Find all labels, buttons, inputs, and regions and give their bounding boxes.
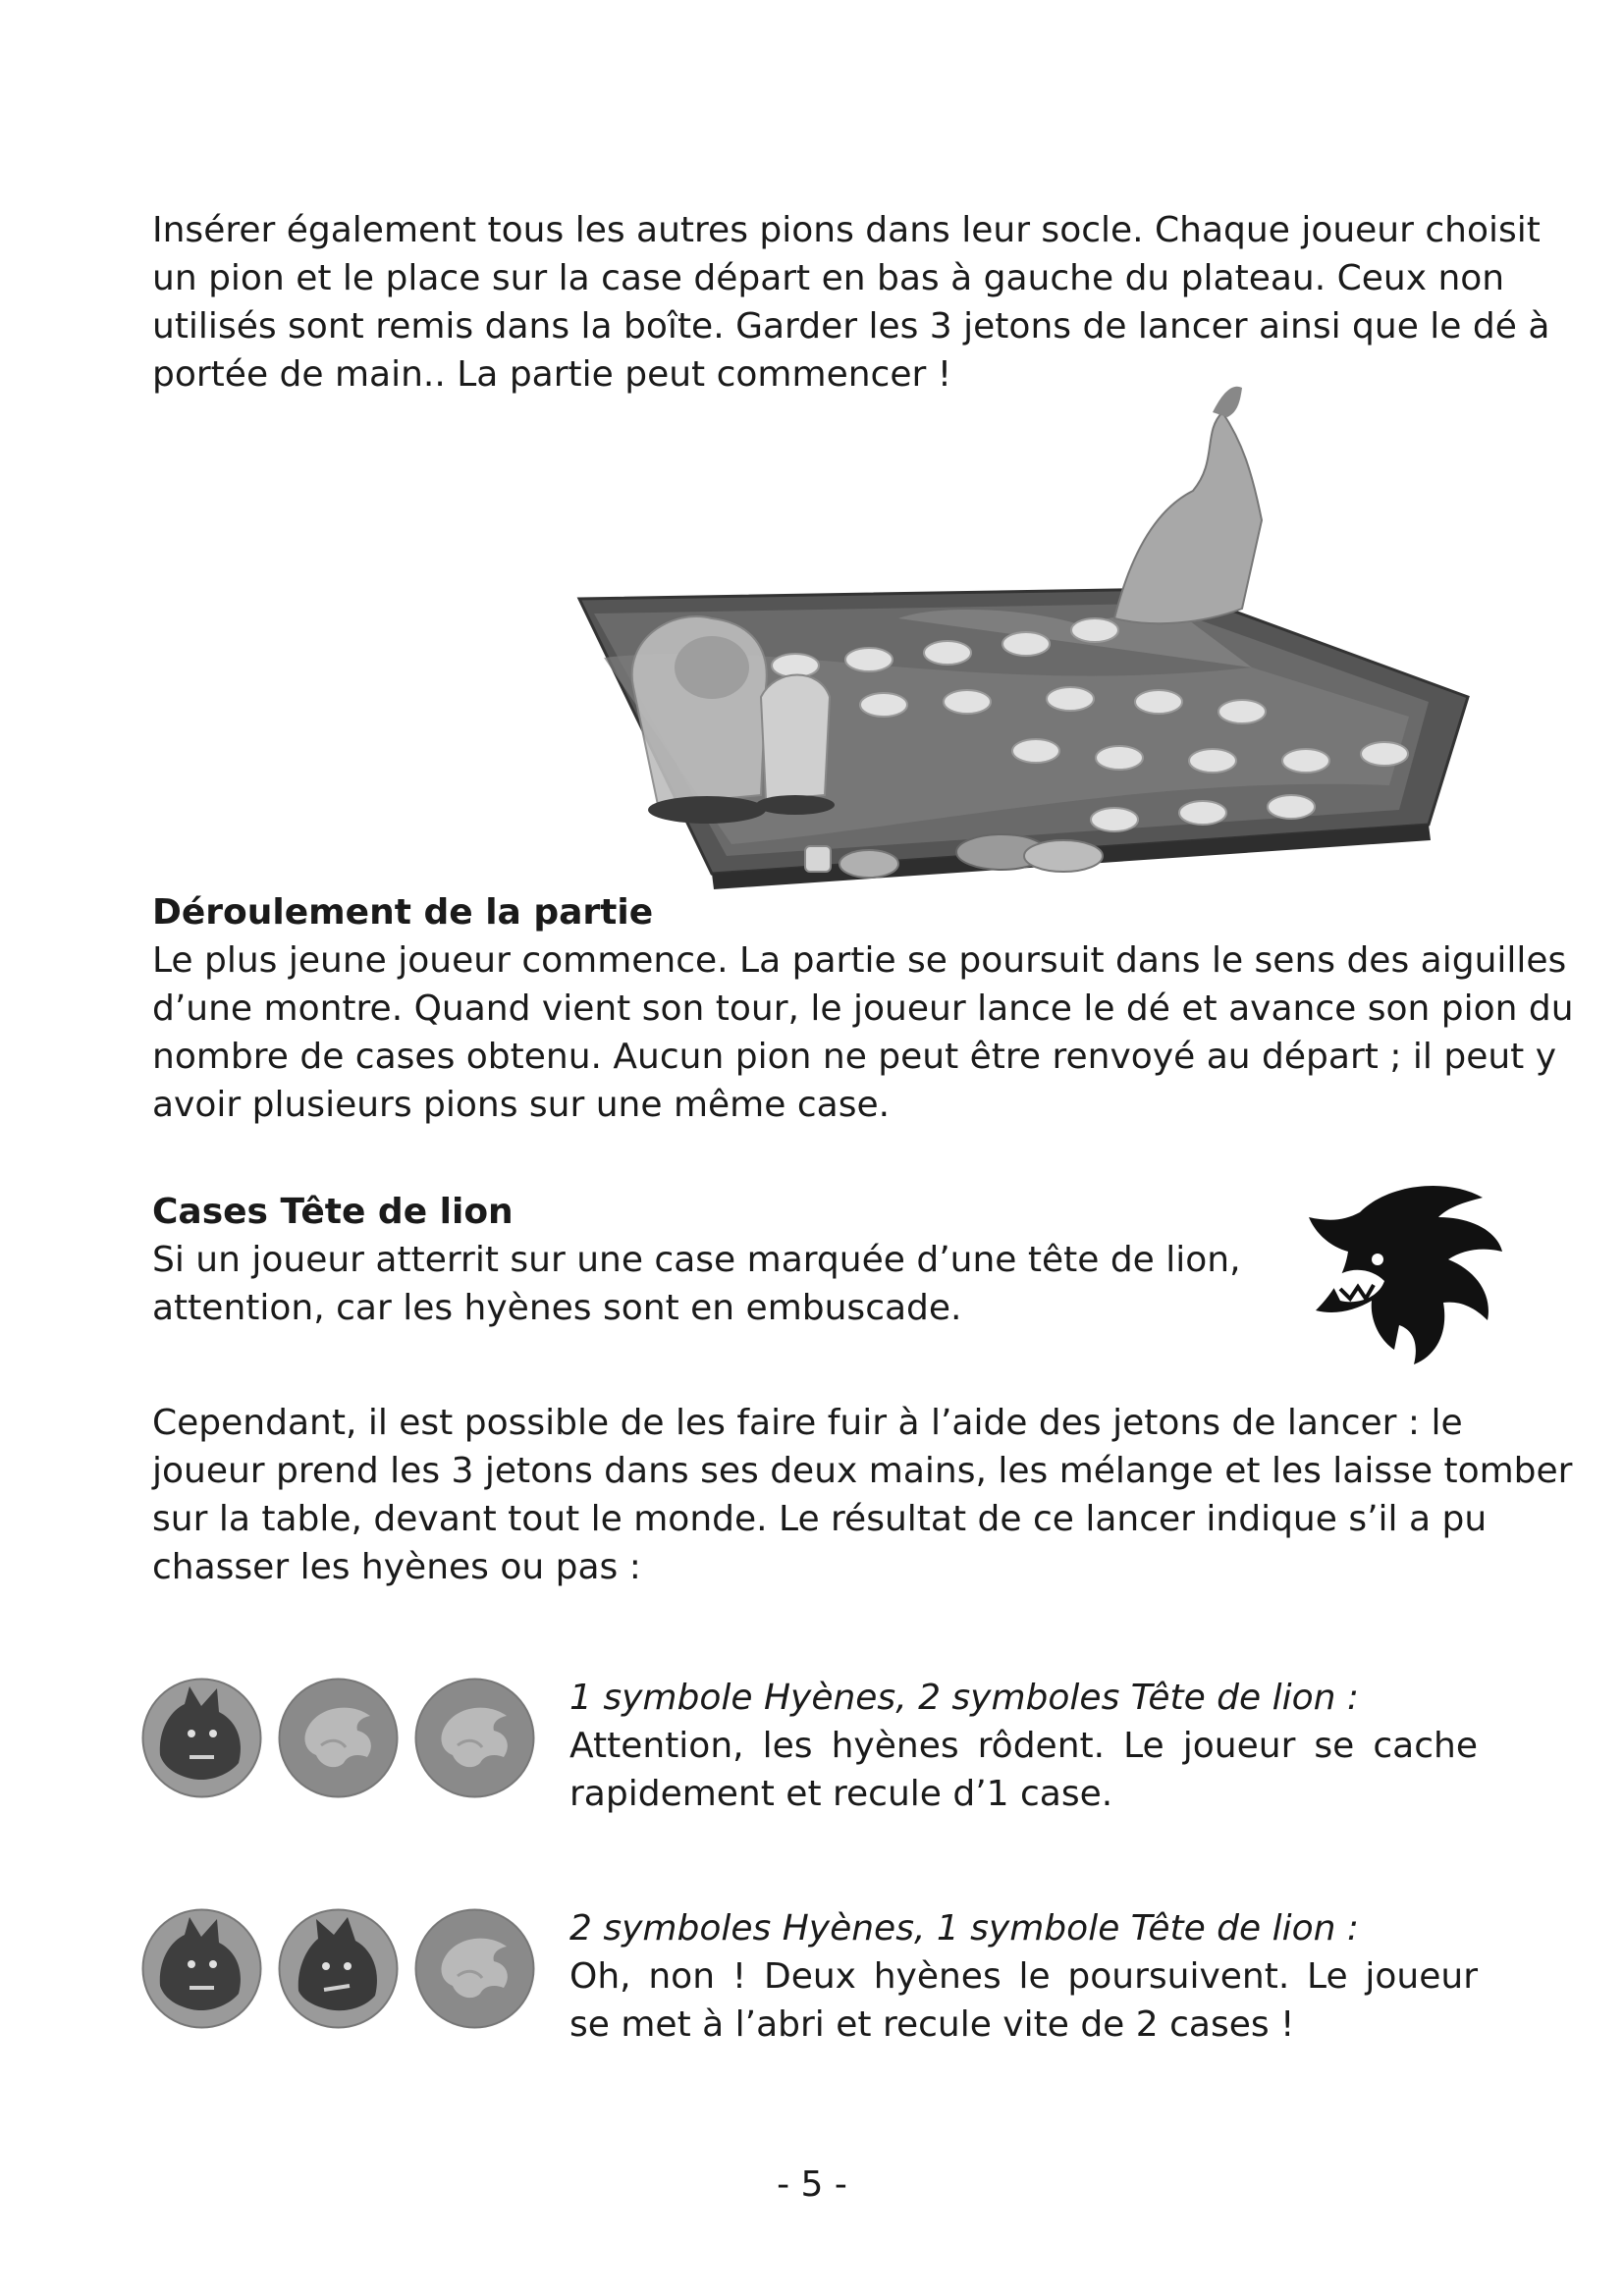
section-heading-deroulement: Déroulement de la partie [152,892,654,933]
example-2-text: Oh, non ! Deux hyènes le poursuivent. Le joueur se met à l’abri et recule vite de 2 cases ! [569,1956,1478,2045]
hyena-icon [140,1677,263,1799]
example-1-title: 1 symbole Hyènes, 2 symboles Tête de lion : [569,1678,1360,1718]
lion-head-icon [1301,1173,1507,1369]
game-board-illustration [565,373,1546,903]
lion-head-icon [413,1907,536,2030]
lion-head-icon [277,1677,400,1799]
cependant-paragraph: Cependant, il est possible de les faire fuir à l’aide des jetons de lancer : le joueur prend les 3 jetons dans ses deux mains, les mélange et les laisse tomber sur la table, devant tout le monde. Le résultat de ce lancer indique s’il a pu chasser les hyènes ou pas : [152,1403,1573,1587]
hyena-icon [277,1907,400,2030]
deroulement-paragraph: Le plus jeune joueur commence. La partie se poursuit dans le sens des aiguilles d’une montre. Quand vient son tour, le joueur lance le dé et avance son pion du nombre de cases obtenu. Aucun pion ne peut être renvoyé au départ ; il peut y avoir plusieurs pions sur une même case. [152,940,1574,1125]
cases-lion-paragraph: Si un joueur atterrit sur une case marquée d’une tête de lion, attention, car les hyènes sont en embuscade. [152,1240,1241,1328]
example-1-text: Attention, les hyènes rôdent. Le joueur se cache rapidement et recule d’1 case. [569,1726,1478,1814]
section-heading-cases-lion: Cases Tête de lion [152,1192,514,1232]
example-2-title: 2 symboles Hyènes, 1 symbole Tête de lion : [569,1908,1360,1949]
intro-paragraph: Insérer également tous les autres pions dans leur socle. Chaque joueur choisit un pion et le place sur la case départ en bas à gauche du plateau. Ceux non utilisés sont remis dans la boîte. Garder les 3 jetons de lancer ainsi que le dé à portée de main.. La partie peut commencer ! [152,210,1550,395]
hyena-icon [140,1907,263,2030]
page-number: - 5 - [777,2164,847,2205]
lion-head-icon [413,1677,536,1799]
